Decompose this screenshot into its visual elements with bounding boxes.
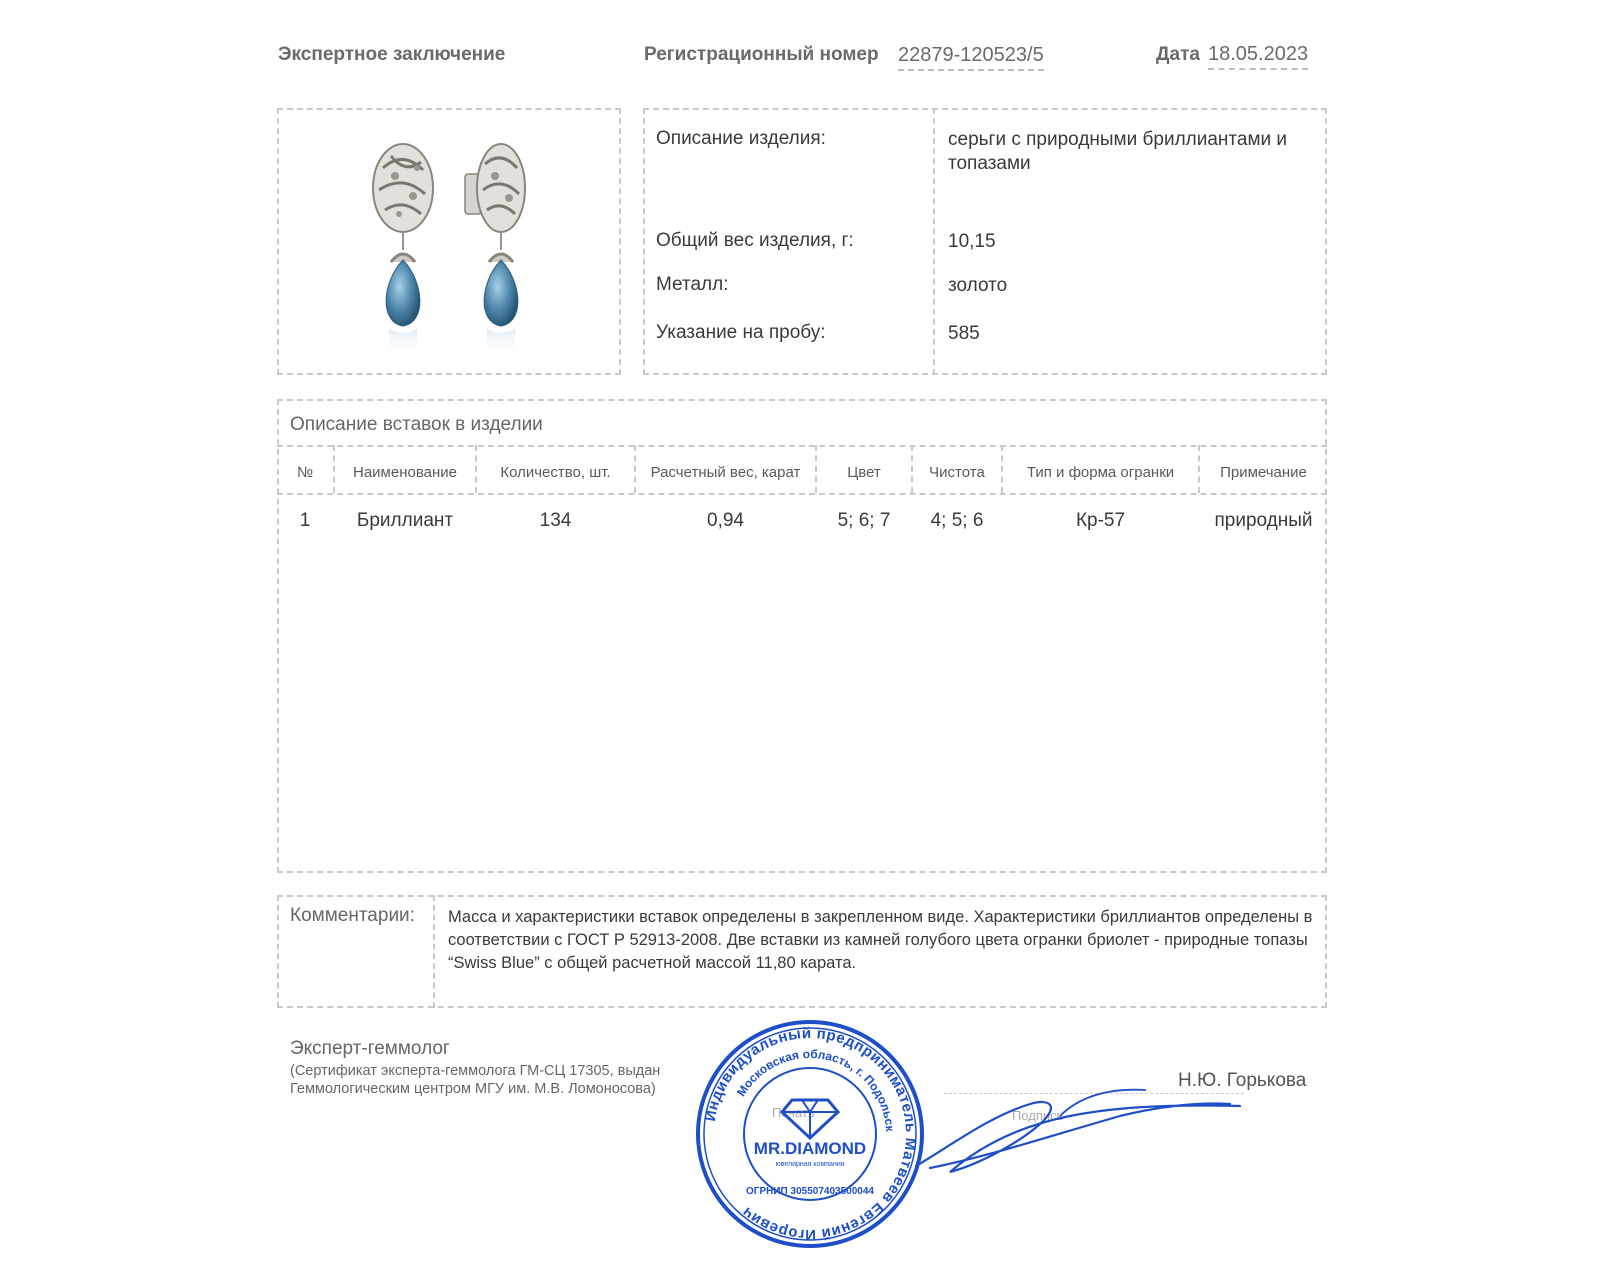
left-earring <box>373 144 433 358</box>
column-header-name: Наименование <box>353 464 457 481</box>
expert-title: Эксперт-геммолог <box>290 1038 450 1059</box>
description-value: серьги с природными бриллиантами и топазами <box>948 129 1288 174</box>
seal-brand: MR.DIAMOND <box>753 1139 867 1158</box>
column-header-number: № <box>296 464 314 481</box>
cell-quantity: 134 <box>539 510 572 531</box>
cell-number: 1 <box>299 510 311 531</box>
handwritten-signature <box>910 1076 1250 1186</box>
right-earring <box>465 144 525 358</box>
date-label: Дата <box>1156 44 1200 65</box>
comments-label: Комментарии: <box>290 905 415 926</box>
registration-number-label: Регистрационный номер <box>644 44 879 65</box>
seal-outer-text: Индивидуальный предприниматель Матвеев Евгений Игоревич <box>701 1024 920 1244</box>
product-photo-frame <box>277 108 621 375</box>
column-header-clarity: Чистота <box>929 464 985 481</box>
hallmark-value: 585 <box>948 323 980 344</box>
description-label: Описание изделия: <box>656 128 826 149</box>
seal-inner-text: Московская область, г. Подольск <box>733 1046 898 1133</box>
expert-name: Н.Ю. Горькова <box>1178 1070 1307 1091</box>
cell-name: Бриллиант <box>356 510 454 531</box>
seal-ogrnip: ОГРНИП 305507403500044 <box>746 1186 874 1197</box>
table-header-top-line <box>277 445 1327 447</box>
comments-text: Масса и характеристики вставок определены в закрепленном виде. Характеристики бриллиантов определены в соответствии с ГОСТ Р 52913-2008. Две вставки из камней голубого цвета огранки бриолет - природные топазы “Swiss Blue” с общей расчетной массой 11,80 карата. <box>448 908 1313 972</box>
column-header-color: Цвет <box>847 464 881 481</box>
inserts-title: Описание вставок в изделии <box>290 414 543 435</box>
cell-color: 5; 6; 7 <box>837 510 891 531</box>
product-info-divider <box>933 108 935 375</box>
column-header-note: Примечание <box>1220 464 1307 481</box>
weight-value: 10,15 <box>948 231 996 252</box>
cell-weight: 0,94 <box>707 510 744 531</box>
seal-brand-sub: ювелирная компания <box>775 1161 845 1168</box>
metal-value: золото <box>948 275 1008 296</box>
weight-label: Общий вес изделия, г: <box>656 230 854 251</box>
column-header-cut: Тип и форма огранки <box>1026 464 1175 481</box>
earrings-image <box>279 110 619 373</box>
hallmark-label: Указание на пробу: <box>656 322 826 343</box>
column-header-quantity: Количество, шт. <box>500 464 611 481</box>
document-title: Экспертное заключение <box>278 44 506 65</box>
expert-certificate-note: (Сертификат эксперта-геммолога ГМ-СЦ 17305, выдан Геммологическим центром МГУ им. М.В. Ломоносова) <box>290 1063 661 1097</box>
signature-label: Подпись <box>1012 1108 1064 1123</box>
date-value: 18.05.2023 <box>1208 43 1308 70</box>
company-seal <box>694 1018 926 1250</box>
cell-cut: Кр-57 <box>1075 510 1126 531</box>
cell-clarity: 4; 5; 6 <box>930 510 984 531</box>
column-header-weight: Расчетный вес, карат <box>650 464 801 481</box>
comments-divider <box>433 895 435 1008</box>
table-header-bottom-line <box>277 493 1327 495</box>
cell-note: природный <box>1214 510 1313 531</box>
stamp-label: Печать <box>772 1105 815 1120</box>
metal-label: Металл: <box>656 274 729 295</box>
registration-number-value: 22879-120523/5 <box>898 44 1044 71</box>
